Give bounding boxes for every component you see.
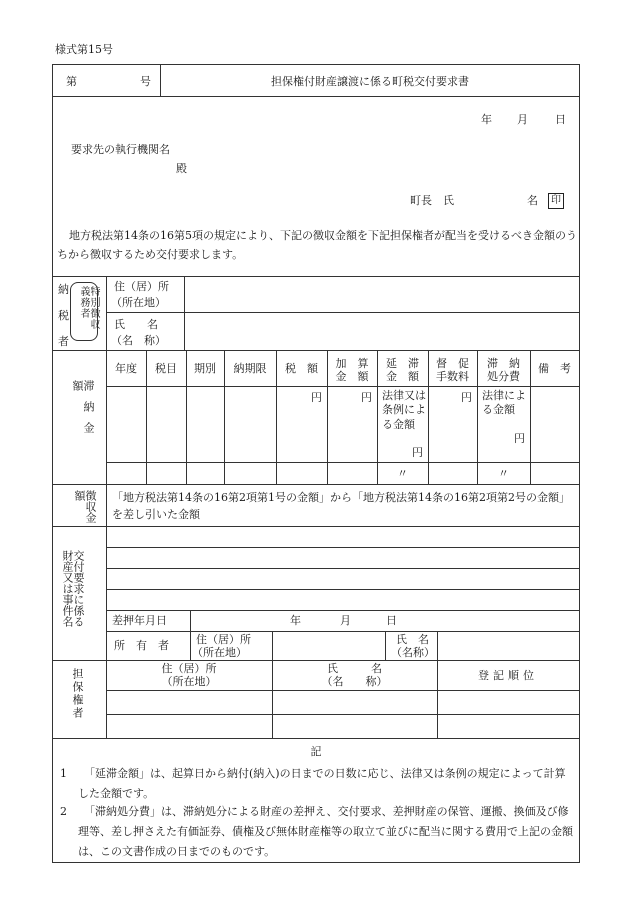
- property-label: 交付要求に係る財産又は事件名: [61, 550, 85, 627]
- col-remarks: 備 考: [538, 362, 571, 375]
- seizure-date-label: 差押年月日: [112, 614, 167, 627]
- number-label-first: 第: [66, 75, 77, 88]
- taxpayer-name-sub: （名 称）: [111, 334, 166, 347]
- note-2-number: 2: [60, 805, 67, 818]
- collection-label: 徴収金額: [73, 490, 97, 523]
- seizure-day: 日: [386, 614, 397, 627]
- special-collector-label: 特別徴収義務者: [78, 286, 99, 330]
- disposal-yen: 円: [514, 432, 525, 445]
- taxpayer-address-sub: （所在地）: [111, 296, 166, 309]
- date-month: 月: [517, 113, 528, 126]
- col-fiscal-year: 年度: [115, 362, 137, 375]
- secured-rank-label: 登記順位: [478, 669, 538, 682]
- disposal-note: 法律による金額: [482, 389, 526, 417]
- addressee-honorific: 殿: [176, 162, 187, 175]
- seizure-month: 月: [340, 614, 351, 627]
- notes-heading: 記: [310, 745, 322, 758]
- disposal-ditto: 〃: [498, 467, 509, 480]
- penalty-yen: 円: [412, 446, 423, 459]
- note-1-number: 1: [60, 767, 67, 780]
- col-period: 期別: [194, 362, 216, 375]
- owner-address-sub: （所在地）: [192, 646, 247, 659]
- taxpayer-name-label: 氏 名: [114, 318, 158, 331]
- col-tax-amount: 税 額: [285, 362, 318, 375]
- col-tax-item: 税目: [155, 362, 177, 375]
- owner-address-label: 住（居）所: [196, 633, 251, 646]
- seal-mark: 印: [548, 193, 564, 209]
- secured-label: 担保権者: [71, 668, 84, 720]
- number-label-second: 号: [140, 75, 151, 88]
- taxpayer-address-label: 住（居）所: [114, 280, 169, 293]
- addressee-label: 要求先の執行機関名: [71, 143, 170, 156]
- owner-name-label: 氏 名: [396, 633, 429, 646]
- seizure-year: 年: [290, 614, 301, 627]
- taxpayer-label-nou: 納: [58, 283, 69, 296]
- note-2-text: 「滞納処分費」は、滞納処分による財産の差押え、交付要求、差押財産の保管、運搬、換価及び修理等、差し押さえた有価証券、債権及び無体財産権等の取立て並びに配当に関する費用で上記の金額は、この文書作成の日までのものです。: [78, 805, 573, 858]
- col-reminder-fee: 督 促 手数料: [436, 357, 469, 384]
- sender-mayor: 町長 氏: [410, 194, 454, 207]
- secured-name-sub: （名 称）: [321, 675, 388, 688]
- penalty-ditto: 〃: [397, 467, 408, 480]
- date-day: 日: [555, 113, 566, 126]
- form-title: 担保権付財産譲渡に係る町税交付要求書: [271, 75, 469, 88]
- collection-text: 「地方税法第14条の16第2項第1号の金額」から「地方税法第14条の16第2項第2号の金額」を差し引いた金額: [112, 491, 570, 522]
- owner-label: 所 有 者: [114, 639, 169, 652]
- secured-address-label: 住（居）所: [161, 662, 217, 675]
- date-year: 年: [481, 113, 492, 126]
- intro-text: 地方税法第14条の16第5項の規定により、下記の徴収金額を下記担保権者が配当を受けるべき金額のうちから徴収するため交付要求します。: [57, 229, 577, 262]
- additional-amount-yen: 円: [361, 391, 372, 404]
- col-additional-amount: 加 算 金 額: [335, 357, 369, 384]
- col-disposal-cost: 滞 納 処分費: [487, 357, 520, 384]
- secured-name-label: 氏 名: [327, 662, 382, 675]
- secured-address-sub: （所在地）: [161, 675, 217, 688]
- taxpayer-label-zei: 税: [58, 309, 69, 322]
- col-penalty-amount: 延 滞 金 額: [386, 357, 419, 384]
- taxpayer-label-sha: 者: [58, 335, 69, 348]
- reminder-fee-yen: 円: [461, 391, 472, 404]
- delinquent-section-label: 滞納金額: [71, 380, 95, 443]
- form-number: 様式第15号: [55, 43, 113, 56]
- col-due-date: 納期限: [233, 362, 267, 375]
- owner-name-sub: （名称）: [391, 646, 435, 659]
- note-1-text: 「延滞金額」は、起算日から納付(納入)の日までの日数に応じ、法律又は条例の規定によって計算した金額です。: [78, 767, 566, 800]
- sender-name-suffix: 名: [527, 194, 538, 207]
- tax-amount-yen: 円: [311, 391, 322, 404]
- penalty-note: 法律又は条例による金額: [382, 389, 426, 431]
